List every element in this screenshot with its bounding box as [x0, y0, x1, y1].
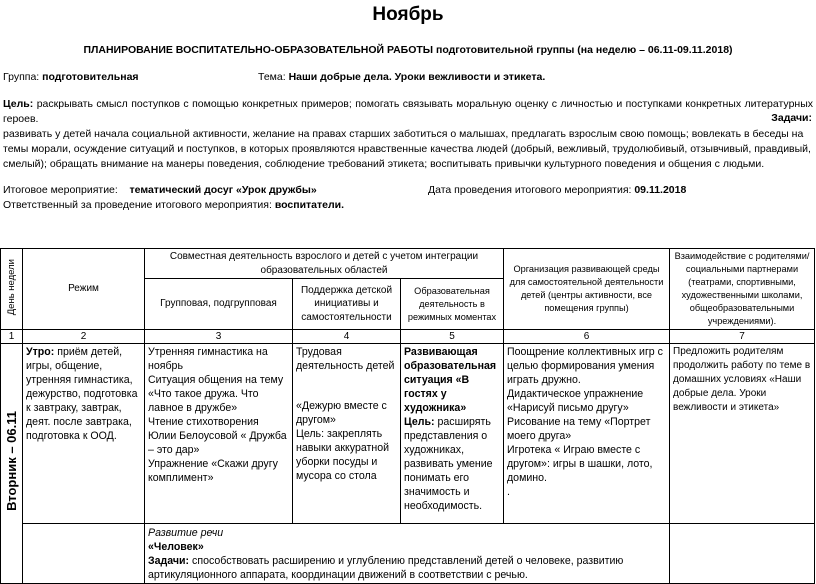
col-number: 2 — [23, 330, 145, 344]
individual-cell: Трудовая деятельность детей «Дежурю вместе с другом» Цель: закреплять навыки аккуратной уборки посуды и мусора со стола — [293, 344, 401, 524]
header-joint: Совместная деятельность взрослого и детей с учетом интеграции образовательных областей — [145, 249, 504, 279]
speech-empty-cell — [670, 524, 815, 584]
responsible-value: воспитатели. — [274, 199, 345, 211]
speech-cell: Развитие речи «Человек» Задачи: способствовать расширению и углублению представлений детей о человеке, развитию артикуляционного аппарата, координации движений в соответствии с речью. — [145, 524, 670, 584]
final-event-value: тематический досуг «Урок дружбы» — [129, 184, 317, 196]
final-date-label: Дата проведения итогового мероприятия: — [428, 184, 632, 196]
month-title: Ноябрь — [372, 4, 444, 25]
final-event-label: Итоговое мероприятие: — [3, 184, 118, 196]
final-event-line — [3, 184, 317, 196]
tasks-label: Задачи: — [771, 112, 812, 124]
responsible-label: Ответственный за проведение итогового мероприятия: — [3, 199, 272, 211]
col-number: 5 — [401, 330, 504, 344]
header-day: День недели — [1, 249, 23, 330]
group-label: Группа: — [3, 71, 40, 83]
responsible-line — [3, 199, 344, 211]
tasks-text: развивать у детей начала социальной активности, желание на правах старших заботиться о малышах, предлагать взрослым свою помощь; вовлекать в беседы на темы морали, осуждение ситуаций и поступков, в которых проявляются нравственные качества людей (добрый, вежливый, трудолюбивый, отзывчивый, правдивый, смелый); обращать внимание на манеры поведения, соблюдение требований этикета; воспитывать привычки культурного поведения и общения с людьми. — [3, 128, 811, 170]
parents-cell: Предложить родителям продолжить работу по теме в домашних условиях «Наши добрые дела. Уроки вежливости и этикета» — [670, 344, 815, 524]
col-number: 7 — [670, 330, 815, 344]
final-date-line — [428, 184, 686, 196]
environment-cell: Поощрение коллективных игр с целью формирования умения играть дружно. Дидактическое упражнение «Нарисуй письмо другу» Рисование на тему «Портрет моего друга» Игротека « Играю вместе с другом»: игры в шашки, лото, домино. . — [504, 344, 670, 524]
regime-cell: Развивающая образовательная ситуация «В гостях у художника» Цель: расширять представления о художниках, развивать умение понимать его значимость и необходимость. — [401, 344, 504, 524]
group-line — [3, 71, 139, 83]
col-number: 6 — [504, 330, 670, 344]
column-numbers-row — [1, 330, 815, 344]
header-environment: Организация развивающей среды для самостоятельной деятельности детей (центры активности, все помещения группы) — [504, 249, 670, 330]
morning-cell: Утро: приём детей, игры, общение, утренняя гимнастика, дежурство, подготовка к завтраку, завтрак, деят. после завтрака, подготовка к ООД. — [23, 344, 145, 524]
theme-line — [258, 71, 545, 83]
header-mode: Режим — [23, 249, 145, 330]
goal-paragraph — [3, 97, 813, 127]
day-cell: Вторник – 06.11 — [1, 344, 23, 584]
header-group: Групповая, подгрупповая — [145, 279, 293, 330]
speech-row — [1, 524, 815, 584]
header-regime: Образовательная деятельность в режимных моментах — [401, 279, 504, 330]
theme-value: Наши добрые дела. Уроки вежливости и этикета. — [288, 71, 546, 83]
col-number: 1 — [1, 330, 23, 344]
day-row — [1, 344, 815, 524]
header-parents: Взаимодействие с родителями/ социальными партнерами (театрами, спортивными, художественными школами, общеобразовательными учреждениями). — [670, 249, 815, 330]
final-date-value: 09.11.2018 — [634, 184, 687, 196]
header-individual: Поддержка детской инициативы и самостоятельности — [293, 279, 401, 330]
goal-text: раскрывать смысл поступков с помощью конкретных примеров; помогать связывать моральную оценку с личностью и поступками конкретных литературных героев. — [3, 98, 814, 125]
theme-label: Тема: — [258, 71, 286, 83]
speech-empty-cell — [23, 524, 145, 584]
goal-label: Цель: — [3, 98, 34, 110]
plan-title: ПЛАНИРОВАНИЕ ВОСПИТАТЕЛЬНО-ОБРАЗОВАТЕЛЬНОЙ РАБОТЫ подготовительной группы (на неделю – 06.11-09.11.2018) — [83, 44, 733, 56]
plan-table — [0, 248, 815, 584]
group-activity-cell: Утренняя гимнастика на ноябрь Ситуация общения на тему «Что такое дружа. Что лавное в дружбе» Чтение стихотворения Юлии Белоусовой « Дружба – это дар» Упражнение «Скажи другу комплимент» — [145, 344, 293, 524]
col-number: 3 — [145, 330, 293, 344]
group-value: подготовительная — [42, 71, 139, 83]
col-number: 4 — [293, 330, 401, 344]
